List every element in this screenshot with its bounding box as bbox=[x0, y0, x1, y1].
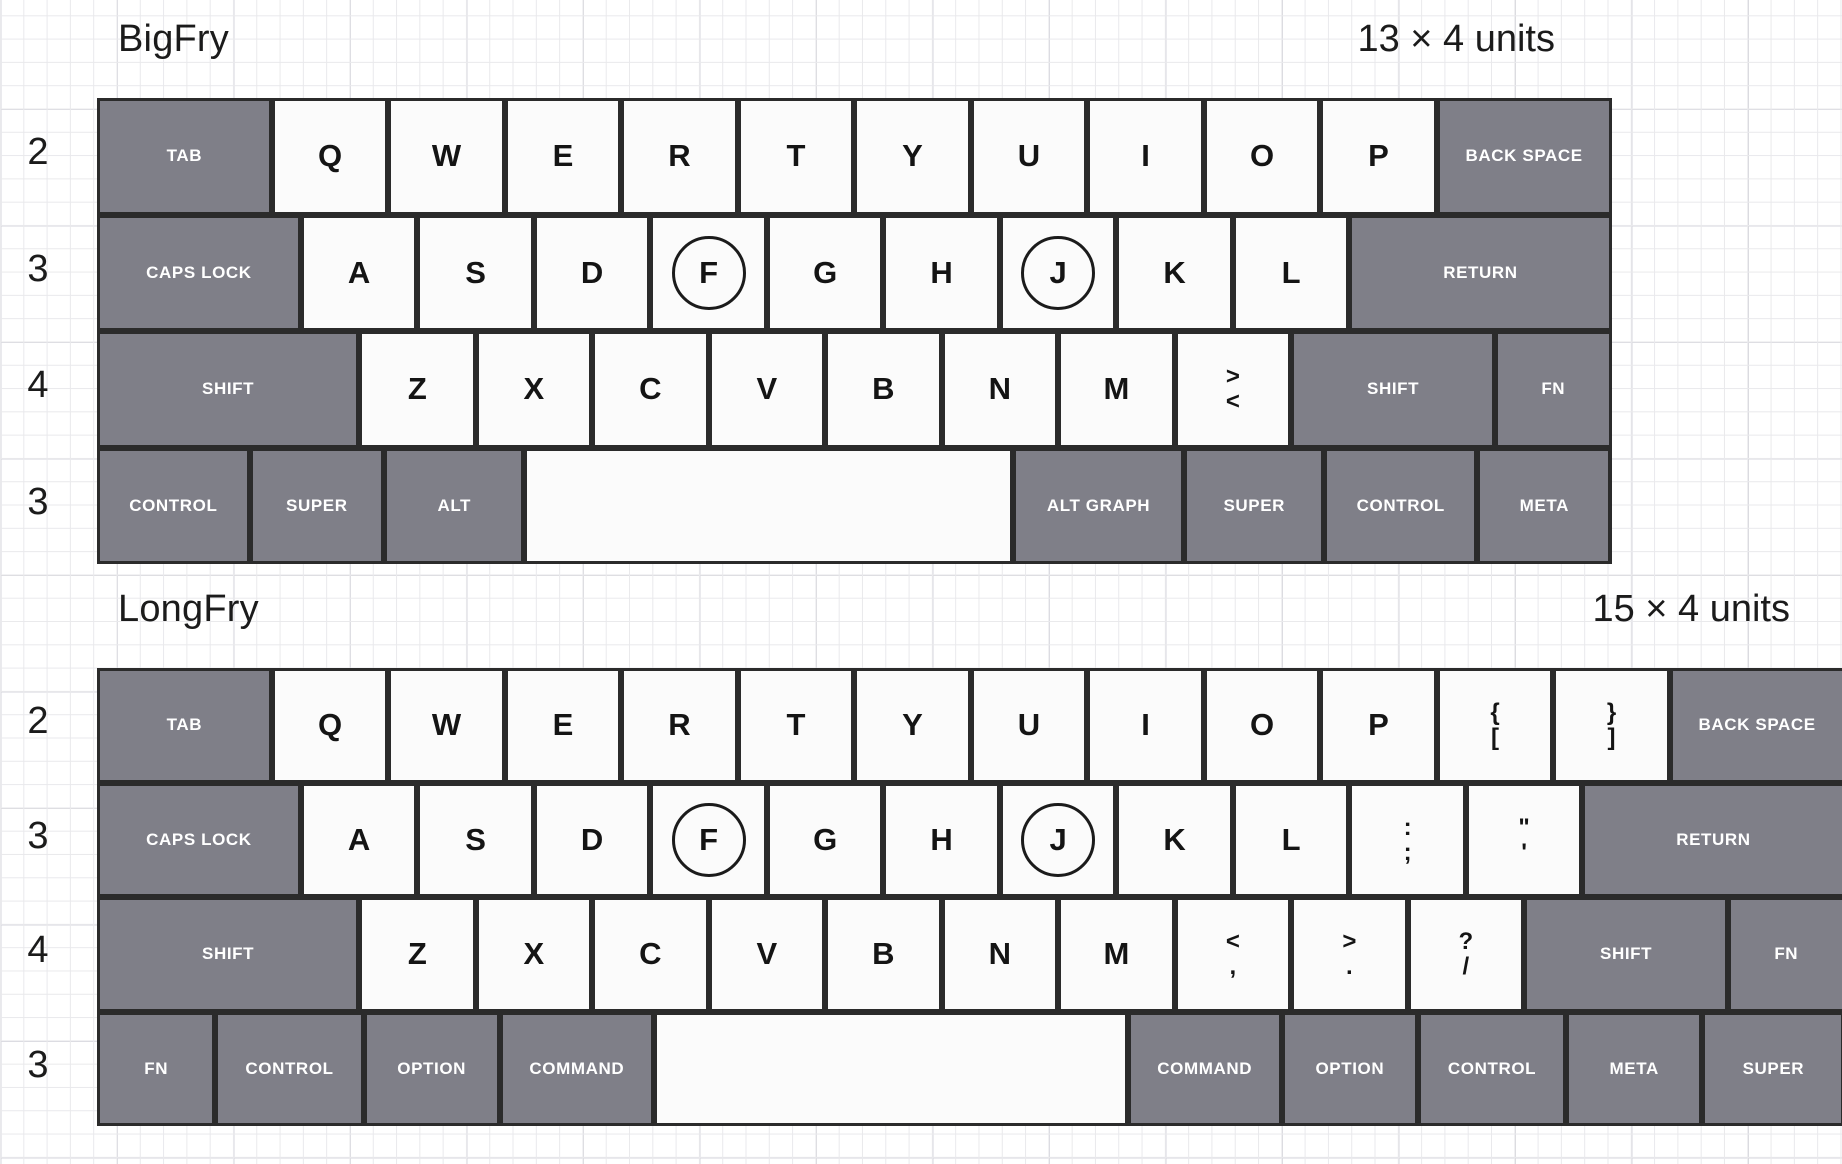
key-blank[interactable] bbox=[1408, 897, 1525, 1012]
key-legend: O bbox=[1249, 138, 1275, 174]
key-legend: SUPER bbox=[1223, 495, 1286, 515]
key-legend: T bbox=[786, 138, 806, 174]
key-c[interactable] bbox=[592, 331, 709, 448]
key-fn[interactable] bbox=[1495, 331, 1612, 448]
key-blank[interactable] bbox=[1175, 897, 1292, 1012]
key-legend: G bbox=[813, 254, 838, 290]
key-legend: D bbox=[580, 254, 604, 290]
key-legend: J bbox=[1049, 821, 1067, 857]
key-s[interactable] bbox=[417, 783, 534, 898]
key-legend: COMMAND bbox=[1157, 1058, 1253, 1078]
key-d[interactable] bbox=[534, 783, 651, 898]
key-legend: X bbox=[523, 936, 545, 972]
key-caps-lock[interactable] bbox=[97, 783, 301, 898]
key-legend: CONTROL bbox=[129, 495, 218, 515]
key-k[interactable] bbox=[1116, 783, 1233, 898]
key-h[interactable] bbox=[883, 215, 1000, 332]
key-legend: SHIFT bbox=[202, 944, 255, 964]
key-g[interactable] bbox=[767, 215, 884, 332]
row-unit-label: 4 bbox=[27, 364, 49, 407]
key-w[interactable] bbox=[388, 668, 505, 783]
key-legend: CAPS LOCK bbox=[146, 829, 252, 849]
key-v[interactable] bbox=[709, 331, 826, 448]
key-c[interactable] bbox=[592, 897, 709, 1012]
key-j[interactable] bbox=[1000, 783, 1117, 898]
key-legend-bottom: ; bbox=[1403, 838, 1412, 866]
key-n[interactable] bbox=[942, 897, 1059, 1012]
key-legend-top: ? bbox=[1458, 928, 1474, 956]
row-unit-label: 3 bbox=[27, 814, 49, 857]
row-unit-label: 2 bbox=[27, 131, 49, 174]
key-legend: Y bbox=[902, 138, 923, 174]
key-b[interactable] bbox=[825, 331, 942, 448]
key-legend-top: " bbox=[1518, 813, 1530, 841]
key-legend: K bbox=[1163, 254, 1186, 290]
key-back-space[interactable] bbox=[1670, 668, 1842, 783]
key-legend: H bbox=[930, 254, 953, 290]
key-super[interactable] bbox=[250, 448, 384, 565]
key-legend: Q bbox=[317, 138, 343, 174]
key-z[interactable] bbox=[359, 331, 476, 448]
key-p[interactable] bbox=[1320, 98, 1437, 215]
key-j[interactable] bbox=[1000, 215, 1117, 332]
board-units-longfry: 15 × 4 units bbox=[1592, 588, 1790, 630]
key-legend: R bbox=[668, 138, 691, 174]
key-s[interactable] bbox=[417, 215, 534, 332]
key-legend: Z bbox=[407, 936, 427, 972]
key-r[interactable] bbox=[621, 668, 738, 783]
key-legend: TAB bbox=[166, 146, 203, 166]
key-command[interactable] bbox=[500, 1012, 654, 1127]
key-y[interactable] bbox=[854, 98, 971, 215]
key-a[interactable] bbox=[301, 783, 418, 898]
key-control[interactable] bbox=[1324, 448, 1477, 565]
key-tab[interactable] bbox=[97, 668, 272, 783]
key-legend: M bbox=[1103, 936, 1130, 972]
key-alt-graph[interactable] bbox=[1013, 448, 1184, 565]
key-blank[interactable] bbox=[654, 1012, 1128, 1127]
key-g[interactable] bbox=[767, 783, 884, 898]
key-i[interactable] bbox=[1087, 668, 1204, 783]
key-legend: BACK SPACE bbox=[1698, 715, 1816, 735]
key-legend: FN bbox=[144, 1058, 169, 1078]
key-e[interactable] bbox=[505, 98, 622, 215]
key-legend: COMMAND bbox=[529, 1058, 625, 1078]
key-legend: RETURN bbox=[1676, 829, 1751, 849]
key-legend: E bbox=[552, 707, 574, 743]
key-legend-bottom: < bbox=[1225, 388, 1240, 416]
key-h[interactable] bbox=[883, 783, 1000, 898]
row-unit-label: 3 bbox=[27, 247, 49, 290]
key-legend-bottom: , bbox=[1229, 953, 1237, 981]
key-l[interactable] bbox=[1233, 783, 1350, 898]
key-k[interactable] bbox=[1116, 215, 1233, 332]
key-legend: ALT GRAPH bbox=[1046, 495, 1151, 515]
key-legend: R bbox=[668, 707, 691, 743]
key-u[interactable] bbox=[971, 98, 1088, 215]
key-z[interactable] bbox=[359, 897, 476, 1012]
key-legend: L bbox=[1281, 254, 1301, 290]
key-back-space[interactable] bbox=[1437, 98, 1612, 215]
key-w[interactable] bbox=[388, 98, 505, 215]
key-legend: H bbox=[930, 821, 953, 857]
key-m[interactable] bbox=[1058, 897, 1175, 1012]
key-shift[interactable] bbox=[97, 897, 359, 1012]
key-legend: CAPS LOCK bbox=[146, 262, 252, 282]
key-legend: META bbox=[1519, 495, 1569, 515]
key-control[interactable] bbox=[97, 448, 250, 565]
key-legend: G bbox=[813, 821, 838, 857]
key-x[interactable] bbox=[476, 897, 593, 1012]
key-d[interactable] bbox=[534, 215, 651, 332]
key-meta[interactable] bbox=[1566, 1012, 1702, 1127]
key-legend-top: } bbox=[1606, 699, 1617, 727]
key-legend: N bbox=[988, 936, 1012, 972]
key-legend: I bbox=[1141, 707, 1150, 743]
key-m[interactable] bbox=[1058, 331, 1175, 448]
key-legend: E bbox=[552, 138, 574, 174]
key-legend: B bbox=[872, 936, 895, 972]
key-legend: FN bbox=[1541, 379, 1566, 399]
key-r[interactable] bbox=[621, 98, 738, 215]
key-legend: CONTROL bbox=[245, 1058, 334, 1078]
key-legend: X bbox=[523, 371, 545, 407]
key-i[interactable] bbox=[1087, 98, 1204, 215]
key-legend-bottom: ] bbox=[1607, 724, 1616, 752]
key-shift[interactable] bbox=[97, 331, 359, 448]
key-legend: S bbox=[465, 821, 486, 857]
key-blank[interactable] bbox=[1349, 783, 1466, 898]
key-legend: P bbox=[1368, 138, 1389, 174]
key-legend: CONTROL bbox=[1447, 1058, 1537, 1078]
key-legend: BACK SPACE bbox=[1465, 146, 1583, 166]
key-legend: CONTROL bbox=[1356, 495, 1445, 515]
key-legend-bottom: [ bbox=[1491, 724, 1499, 752]
key-legend: SHIFT bbox=[1367, 379, 1420, 399]
key-legend: C bbox=[639, 371, 662, 407]
key-legend: ALT bbox=[437, 495, 472, 515]
key-blank[interactable] bbox=[1175, 331, 1292, 448]
board-title-bigfry: BigFry bbox=[118, 18, 229, 60]
key-legend: FN bbox=[1774, 944, 1799, 964]
key-legend: P bbox=[1368, 707, 1389, 743]
key-return[interactable] bbox=[1349, 215, 1611, 332]
key-legend: OPTION bbox=[1315, 1058, 1385, 1078]
key-legend-top: > bbox=[1342, 928, 1357, 956]
key-legend: T bbox=[786, 707, 806, 743]
key-legend: Y bbox=[902, 707, 923, 743]
key-a[interactable] bbox=[301, 215, 418, 332]
key-caps-lock[interactable] bbox=[97, 215, 301, 332]
key-legend: META bbox=[1609, 1058, 1659, 1078]
key-y[interactable] bbox=[854, 668, 971, 783]
key-option[interactable] bbox=[364, 1012, 500, 1127]
key-t[interactable] bbox=[738, 98, 855, 215]
key-e[interactable] bbox=[505, 668, 622, 783]
key-alt[interactable] bbox=[384, 448, 524, 565]
key-q[interactable] bbox=[272, 98, 389, 215]
key-super[interactable] bbox=[1702, 1012, 1842, 1127]
key-f[interactable] bbox=[650, 215, 767, 332]
key-legend: SHIFT bbox=[202, 379, 255, 399]
key-legend: TAB bbox=[166, 715, 203, 735]
key-legend: SUPER bbox=[286, 495, 348, 515]
key-tab[interactable] bbox=[97, 98, 272, 215]
key-legend-top: < bbox=[1225, 928, 1240, 956]
key-p[interactable] bbox=[1320, 668, 1437, 783]
key-legend: U bbox=[1017, 707, 1041, 743]
key-control[interactable] bbox=[215, 1012, 363, 1127]
row-unit-label: 2 bbox=[27, 700, 49, 743]
key-q[interactable] bbox=[272, 668, 389, 783]
key-legend: B bbox=[872, 371, 895, 407]
key-legend-bottom: ' bbox=[1521, 838, 1527, 866]
key-legend: Q bbox=[317, 707, 343, 743]
key-meta[interactable] bbox=[1477, 448, 1611, 565]
key-f[interactable] bbox=[650, 783, 767, 898]
key-shift[interactable] bbox=[1291, 331, 1495, 448]
key-blank[interactable] bbox=[524, 448, 1013, 565]
key-blank[interactable] bbox=[1291, 897, 1408, 1012]
key-legend: SUPER bbox=[1742, 1058, 1805, 1078]
board-title-longfry: LongFry bbox=[118, 588, 259, 630]
key-control[interactable] bbox=[1418, 1012, 1566, 1127]
key-legend: L bbox=[1281, 821, 1301, 857]
key-legend: F bbox=[699, 821, 719, 857]
key-legend: OPTION bbox=[397, 1058, 467, 1078]
key-legend: V bbox=[756, 936, 778, 972]
key-n[interactable] bbox=[942, 331, 1059, 448]
key-b[interactable] bbox=[825, 897, 942, 1012]
key-legend: O bbox=[1249, 707, 1275, 743]
key-fn[interactable] bbox=[97, 1012, 215, 1127]
key-blank[interactable] bbox=[1466, 783, 1583, 898]
key-shift[interactable] bbox=[1524, 897, 1728, 1012]
key-return[interactable] bbox=[1582, 783, 1842, 898]
key-legend: A bbox=[347, 254, 371, 290]
key-legend: W bbox=[431, 138, 462, 174]
key-option[interactable] bbox=[1282, 1012, 1418, 1127]
key-legend: D bbox=[580, 821, 604, 857]
key-legend: F bbox=[699, 254, 719, 290]
key-legend-top: : bbox=[1403, 813, 1412, 841]
row-unit-label: 3 bbox=[27, 1043, 49, 1086]
key-blank[interactable] bbox=[1553, 668, 1670, 783]
key-legend: RETURN bbox=[1443, 262, 1518, 282]
key-x[interactable] bbox=[476, 331, 593, 448]
key-v[interactable] bbox=[709, 897, 826, 1012]
key-legend: N bbox=[988, 371, 1012, 407]
key-legend: M bbox=[1103, 371, 1130, 407]
key-l[interactable] bbox=[1233, 215, 1350, 332]
key-legend: W bbox=[431, 707, 462, 743]
row-unit-label: 4 bbox=[27, 929, 49, 972]
key-o[interactable] bbox=[1204, 98, 1321, 215]
key-legend-top: > bbox=[1225, 363, 1240, 391]
key-command[interactable] bbox=[1128, 1012, 1282, 1127]
key-legend: S bbox=[465, 254, 486, 290]
key-o[interactable] bbox=[1204, 668, 1321, 783]
key-super[interactable] bbox=[1184, 448, 1324, 565]
key-legend: SHIFT bbox=[1600, 944, 1653, 964]
key-legend: I bbox=[1141, 138, 1150, 174]
key-legend: A bbox=[347, 821, 371, 857]
key-legend: Z bbox=[407, 371, 427, 407]
key-t[interactable] bbox=[738, 668, 855, 783]
key-legend: J bbox=[1049, 254, 1067, 290]
key-u[interactable] bbox=[971, 668, 1088, 783]
key-legend: C bbox=[639, 936, 662, 972]
row-unit-label: 3 bbox=[27, 480, 49, 523]
board-units-bigfry: 13 × 4 units bbox=[1357, 18, 1555, 60]
key-legend: U bbox=[1017, 138, 1041, 174]
key-legend-bottom: / bbox=[1462, 953, 1470, 981]
key-legend: V bbox=[756, 371, 778, 407]
key-legend-bottom: . bbox=[1346, 953, 1353, 981]
key-blank[interactable] bbox=[1437, 668, 1554, 783]
key-legend: K bbox=[1163, 821, 1186, 857]
key-fn[interactable] bbox=[1728, 897, 1842, 1012]
key-legend-top: { bbox=[1490, 699, 1500, 727]
